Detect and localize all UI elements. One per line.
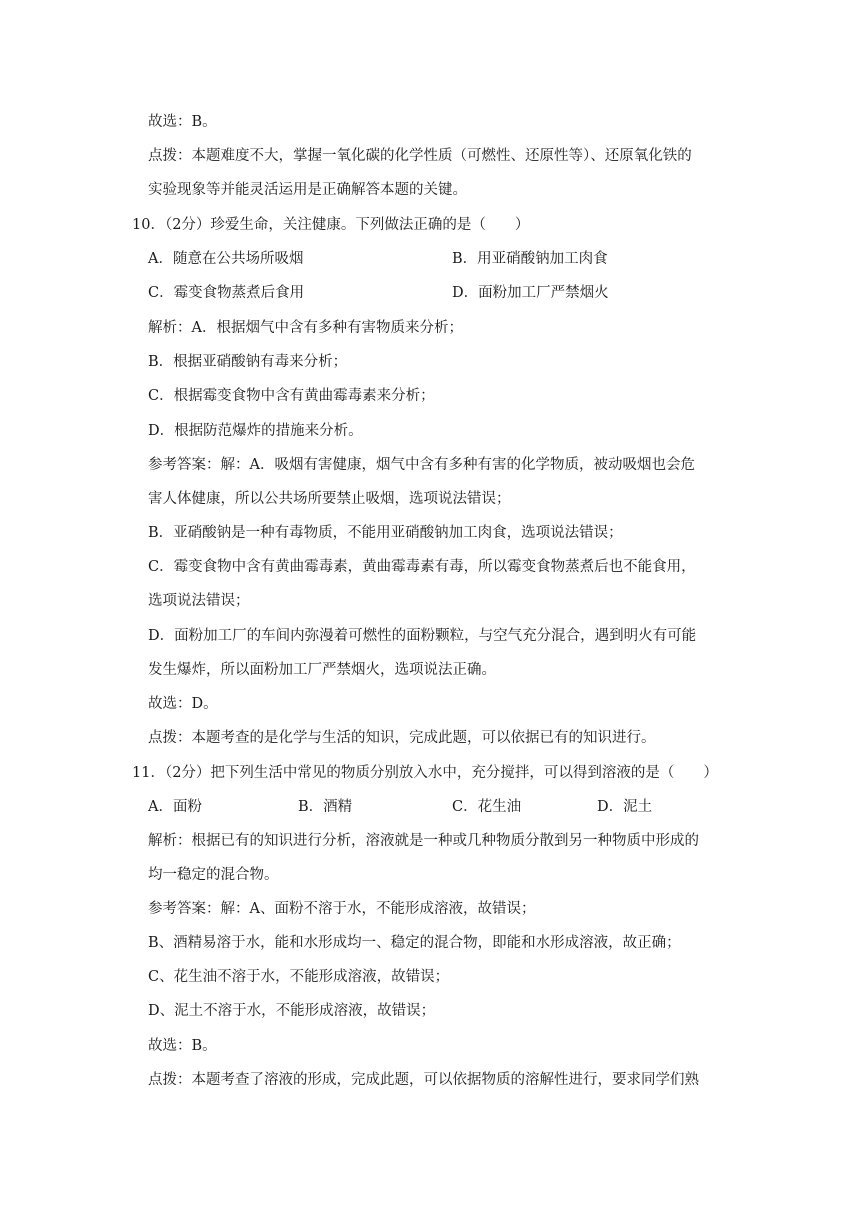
prev-answer: 故选：B。 bbox=[148, 114, 217, 130]
q10-option-a: A．随意在公共场所吸烟 bbox=[148, 251, 304, 267]
q11-reference-line: C、花生油不溶于水，不能形成溶液，故错误； bbox=[148, 969, 450, 985]
q10-reference-line: 害人体健康，所以公共场所要禁止吸烟，选项说法错误； bbox=[148, 491, 511, 507]
q11-stem: 11．（2分）把下列生活中常见的物质分别放入水中，充分搅拌，可以得到溶液的是（ ） bbox=[132, 765, 718, 781]
q11-tip: 点拨：本题考查了溶液的形成，完成此题，可以依据物质的溶解性进行，要求同学们熟 bbox=[148, 1072, 699, 1088]
q10-analysis-line: B．根据亚硝酸钠有毒来分析； bbox=[148, 354, 348, 370]
q10-reference-line: 参考答案：解：A．吸烟有害健康，烟气中含有多种有害的化学物质，被动吸烟也会危 bbox=[148, 457, 695, 473]
q11-answer: 故选：B。 bbox=[148, 1038, 217, 1054]
q10-analysis-line: C．根据霉变食物中含有黄曲霉毒素来分析； bbox=[148, 388, 435, 404]
q10-reference-line: C．霉变食物中含有黄曲霉毒素，黄曲霉毒素有毒，所以霉变食物蒸煮后也不能食用， bbox=[148, 559, 696, 575]
q10-option-d: D．面粉加工厂严禁烟火 bbox=[452, 285, 609, 301]
q11-option-a: A．面粉 bbox=[148, 799, 202, 815]
q10-reference-line: 发生爆炸，所以面粉加工厂严禁烟火，选项说法正确。 bbox=[148, 662, 496, 678]
q11-analysis-line: 解析：根据已有的知识进行分析，溶液就是一种或几种物质分散到另一种物质中形成的 bbox=[148, 833, 699, 849]
q11-option-c: C．花生油 bbox=[452, 799, 522, 815]
q11-reference-line: D、泥土不溶于水，不能形成溶液，故错误； bbox=[148, 1003, 436, 1019]
q10-answer: 故选：D。 bbox=[148, 696, 218, 712]
q10-reference-line: D．面粉加工厂的车间内弥漫着可燃性的面粉颗粒，与空气充分混合，遇到明火有可能 bbox=[148, 628, 697, 644]
q10-analysis-line: D．根据防范爆炸的措施来分析。 bbox=[148, 423, 363, 439]
q11-option-b: B．酒精 bbox=[298, 799, 353, 815]
q10-option-c: C．霉变食物蒸煮后食用 bbox=[148, 285, 305, 301]
q10-tip: 点拨：本题考查的是化学与生活的知识，完成此题，可以依据已有的知识进行。 bbox=[148, 730, 656, 746]
q11-analysis-line: 均一稳定的混合物。 bbox=[148, 867, 279, 883]
q10-reference-line: 选项说法错误； bbox=[148, 593, 250, 609]
q11-reference-line: 参考答案：解：A、面粉不溶于水，不能形成溶液，故错误； bbox=[148, 901, 536, 917]
q11-reference-line: B、酒精易溶于水，能和水形成均一、稳定的混合物，即能和水形成溶液，故正确； bbox=[148, 935, 681, 951]
prev-tip-line-1: 点拨：本题难度不大，掌握一氧化碳的化学性质（可燃性、还原性等）、还原氧化铁的 bbox=[148, 148, 692, 164]
q10-option-b: B．用亚硝酸钠加工肉食 bbox=[452, 251, 608, 267]
q10-reference-line: B．亚硝酸钠是一种有毒物质，不能用亚硝酸钠加工肉食，选项说法错误； bbox=[148, 525, 623, 541]
q11-option-d: D．泥土 bbox=[597, 799, 653, 815]
q10-analysis-line: 解析：A．根据烟气中含有多种有害物质来分析； bbox=[148, 320, 463, 336]
prev-tip-line-2: 实验现象等并能灵活运用是正确解答本题的关键。 bbox=[148, 182, 467, 198]
q10-stem: 10．（2分）珍爱生命，关注健康。下列做法正确的是（ ） bbox=[132, 217, 530, 233]
